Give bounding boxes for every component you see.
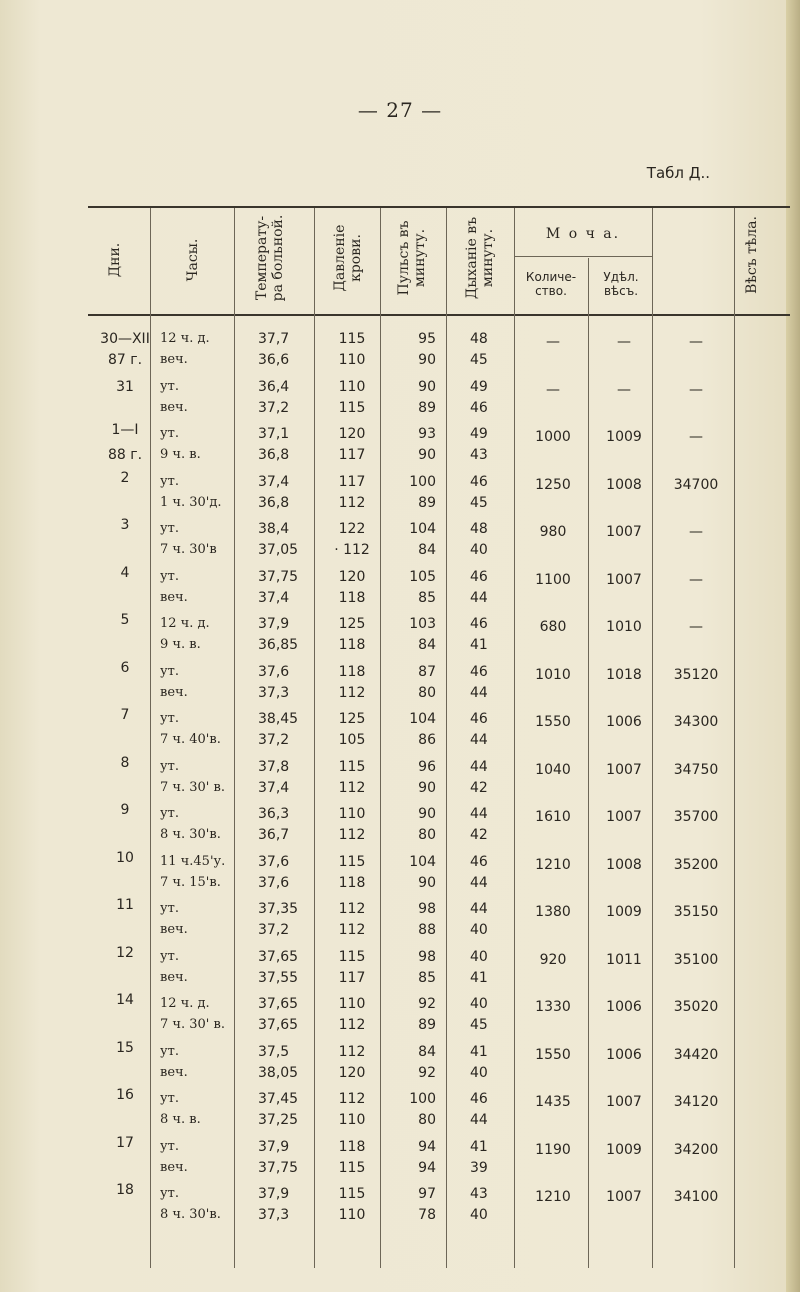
cell-pressure: 112 xyxy=(338,779,366,796)
cell-pulse: 95 xyxy=(418,331,436,347)
cell-pulse: 80 xyxy=(418,684,436,701)
cell-pulse: 90 xyxy=(418,352,436,368)
cell-urine-quantity: 1040 xyxy=(535,761,571,778)
cell-day: 17 xyxy=(116,1134,134,1151)
cell-pressure: 118 xyxy=(338,1138,366,1155)
cell-day: 8 xyxy=(120,754,130,771)
cell-pressure: 110 xyxy=(338,352,366,368)
cell-respiration: 45 xyxy=(470,352,488,368)
cell-temperature: 36,3 xyxy=(258,806,290,822)
cell-respiration: 44 xyxy=(470,732,488,748)
table-header-rule xyxy=(88,314,790,316)
cell-day: 7 xyxy=(120,707,130,723)
cell-body-weight: 35120 xyxy=(673,666,719,683)
cell-respiration: 44 xyxy=(470,874,488,891)
cell-urine-gravity: 1008 xyxy=(606,856,642,873)
cell-time: ут. xyxy=(160,426,179,441)
cell-urine-quantity: 1010 xyxy=(535,666,571,683)
cell-body-weight: 34700 xyxy=(673,476,719,493)
cell-respiration: 46 xyxy=(470,1091,488,1107)
cell-pulse: 80 xyxy=(418,827,436,843)
cell-urine-gravity: 1009 xyxy=(606,1141,642,1158)
cell-body-weight: 35020 xyxy=(673,999,719,1015)
cell-respiration: 44 xyxy=(470,1112,488,1128)
cell-respiration: 41 xyxy=(470,637,488,653)
cell-temperature: 38,4 xyxy=(258,521,290,537)
cell-temperature: 37,6 xyxy=(258,663,290,680)
cell-temperature: 37,6 xyxy=(258,853,290,870)
cell-temperature: 38,45 xyxy=(258,711,299,727)
cell-temperature: 37,2 xyxy=(258,732,290,748)
cell-day: 11 xyxy=(116,897,134,913)
cell-respiration: 41 xyxy=(470,1138,488,1155)
cell-time: ут. xyxy=(160,901,179,916)
col-divider-5 xyxy=(446,208,447,1268)
cell-respiration: 46 xyxy=(470,473,488,490)
cell-time: веч. xyxy=(160,922,188,937)
cell-time: 8 ч. 30'в. xyxy=(160,1207,221,1222)
cell-pulse: 94 xyxy=(418,1159,436,1176)
cell-time: ут. xyxy=(160,1043,179,1059)
cell-respiration: 41 xyxy=(470,1043,488,1060)
cell-time: ут. xyxy=(160,948,179,964)
cell-pulse: 78 xyxy=(418,1207,436,1223)
cell-body-weight: 34300 xyxy=(673,714,719,730)
cell-pulse: 84 xyxy=(418,637,436,653)
cell-urine-quantity: 1190 xyxy=(535,1141,571,1158)
cell-body-weight: 34200 xyxy=(673,1141,719,1158)
cell-temperature: 36,7 xyxy=(258,827,290,843)
cell-respiration: 49 xyxy=(470,426,488,442)
cell-temperature: 37,4 xyxy=(258,779,290,796)
cell-time: ут. xyxy=(160,473,179,489)
cell-temperature: 37,7 xyxy=(258,331,290,347)
cell-day: 30—XII xyxy=(100,331,150,347)
cell-pressure: 125 xyxy=(338,616,366,632)
cell-pressure: 105 xyxy=(338,732,366,748)
cell-urine-gravity: 1010 xyxy=(606,619,642,635)
cell-respiration: 40 xyxy=(470,1064,488,1081)
cell-respiration: 46 xyxy=(470,568,488,585)
cell-time: ут. xyxy=(160,1186,179,1201)
cell-temperature: 37,65 xyxy=(258,996,299,1012)
col-divider-7 xyxy=(588,258,589,1268)
cell-time: веч. xyxy=(160,1064,188,1080)
cell-pressure: 112 xyxy=(338,1043,366,1060)
cell-pressure: 112 xyxy=(338,827,366,843)
header-time: Часы. xyxy=(185,238,201,282)
cell-pressure: 115 xyxy=(338,1186,366,1202)
cell-respiration: 46 xyxy=(470,711,488,727)
cell-temperature: 37,8 xyxy=(258,758,290,775)
cell-time: 7 ч. 30' в. xyxy=(160,779,225,795)
cell-pulse: 90 xyxy=(418,779,436,796)
cell-pressure: 122 xyxy=(338,521,366,537)
cell-respiration: 49 xyxy=(470,378,488,395)
cell-time: 9 ч. в. xyxy=(160,447,201,462)
cell-day: 9 xyxy=(120,802,130,818)
cell-temperature: 37,2 xyxy=(258,922,290,938)
cell-day: 88 г. xyxy=(107,447,143,463)
cell-body-weight: 35700 xyxy=(673,809,719,825)
cell-body-weight: 35100 xyxy=(673,951,719,968)
cell-body-weight: 35200 xyxy=(673,856,719,873)
cell-temperature: 37,35 xyxy=(258,901,299,917)
cell-urine-gravity: 1007 xyxy=(606,761,642,778)
col-divider-4 xyxy=(380,208,381,1268)
cell-urine-quantity: 1435 xyxy=(535,1094,571,1110)
cell-pulse: 104 xyxy=(409,711,436,727)
cell-urine-quantity: — xyxy=(546,381,560,398)
cell-respiration: 44 xyxy=(470,806,488,822)
cell-pulse: 89 xyxy=(418,399,436,416)
cell-pressure: · 112 xyxy=(334,542,370,558)
cell-time: 7 ч. 30'в xyxy=(160,542,217,557)
cell-temperature: 36,6 xyxy=(258,352,290,368)
cell-pressure: 120 xyxy=(338,1064,366,1081)
cell-pulse: 100 xyxy=(409,1091,436,1107)
cell-pulse: 85 xyxy=(418,969,436,986)
cell-day: 15 xyxy=(116,1039,134,1056)
cell-respiration: 42 xyxy=(470,779,488,796)
cell-pressure: 117 xyxy=(338,473,366,490)
cell-time: веч. xyxy=(160,1159,188,1175)
page-number: — 27 — xyxy=(357,98,443,122)
cell-urine-gravity: 1006 xyxy=(606,1046,642,1063)
table-label: Табл Д.. xyxy=(646,164,710,182)
cell-day: 3 xyxy=(120,517,130,533)
cell-respiration: 41 xyxy=(470,969,488,986)
cell-respiration: 40 xyxy=(470,1207,488,1223)
cell-day: 6 xyxy=(120,659,130,676)
cell-time: 12 ч. д. xyxy=(160,331,210,346)
cell-temperature: 37,65 xyxy=(258,1017,299,1033)
cell-urine-quantity: 1100 xyxy=(535,571,571,588)
cell-body-weight: — xyxy=(689,429,703,445)
col-divider-9 xyxy=(734,208,735,1268)
cell-pulse: 100 xyxy=(409,473,436,490)
cell-day: 1—I xyxy=(111,422,139,438)
cell-day: 12 xyxy=(116,944,134,961)
cell-pulse: 93 xyxy=(418,426,436,442)
cell-time: ут. xyxy=(160,1091,179,1106)
cell-body-weight: — xyxy=(689,381,703,398)
cell-temperature: 36,85 xyxy=(258,637,299,653)
cell-time: ут. xyxy=(160,758,179,774)
cell-pulse: 80 xyxy=(418,1112,436,1128)
cell-pressure: 112 xyxy=(338,1091,366,1107)
cell-body-weight: 34120 xyxy=(673,1094,719,1110)
cell-respiration: 40 xyxy=(470,922,488,938)
cell-pressure: 112 xyxy=(338,494,366,511)
cell-urine-quantity: 1210 xyxy=(535,856,571,873)
cell-pulse: 89 xyxy=(418,494,436,511)
cell-pulse: 89 xyxy=(418,1017,436,1033)
cell-pressure: 112 xyxy=(338,901,366,917)
cell-day: 2 xyxy=(120,469,130,486)
cell-temperature: 37,3 xyxy=(258,684,290,701)
cell-urine-quantity: 1210 xyxy=(535,1189,571,1205)
cell-day: 4 xyxy=(120,564,130,581)
cell-pulse: 90 xyxy=(418,378,436,395)
cell-urine-quantity: 1550 xyxy=(535,1046,571,1063)
cell-urine-gravity: 1007 xyxy=(606,1094,642,1110)
cell-pulse: 92 xyxy=(418,1064,436,1081)
cell-pulse: 90 xyxy=(418,806,436,822)
cell-urine-gravity: 1009 xyxy=(606,904,642,920)
col-divider-8 xyxy=(652,208,653,1268)
cell-time: ут. xyxy=(160,1138,179,1154)
cell-pulse: 104 xyxy=(409,853,436,870)
header-day: Дни. xyxy=(107,242,123,278)
cell-body-weight: 34750 xyxy=(673,761,719,778)
cell-time: веч. xyxy=(160,399,188,415)
cell-temperature: 37,75 xyxy=(258,568,299,585)
cell-urine-gravity: 1006 xyxy=(606,714,642,730)
cell-pulse: 97 xyxy=(418,1186,436,1202)
cell-pressure: 115 xyxy=(338,853,366,870)
header-urine-quantity: Количе-ство. xyxy=(525,270,577,298)
cell-pulse: 84 xyxy=(418,542,436,558)
cell-pulse: 90 xyxy=(418,874,436,891)
cell-respiration: 43 xyxy=(470,1186,488,1202)
cell-pulse: 85 xyxy=(418,589,436,606)
cell-temperature: 37,4 xyxy=(258,473,290,490)
cell-temperature: 37,55 xyxy=(258,969,299,986)
cell-respiration: 44 xyxy=(470,758,488,775)
header-pressure: Давленіе крови. xyxy=(332,224,364,292)
cell-urine-quantity: 1380 xyxy=(535,904,571,920)
cell-body-weight: — xyxy=(689,334,703,350)
cell-urine-quantity: — xyxy=(546,334,560,350)
cell-time: веч. xyxy=(160,969,188,985)
cell-pulse: 94 xyxy=(418,1138,436,1155)
cell-time: ут. xyxy=(160,568,179,584)
cell-pressure: 118 xyxy=(338,637,366,653)
cell-body-weight: — xyxy=(689,619,703,635)
cell-time: ут. xyxy=(160,521,179,536)
cell-pulse: 92 xyxy=(418,996,436,1012)
urine-subheader-rule xyxy=(514,256,652,257)
cell-time: 7 ч. 40'в. xyxy=(160,732,221,747)
cell-respiration: 48 xyxy=(470,331,488,347)
cell-respiration: 43 xyxy=(470,447,488,463)
cell-pulse: 98 xyxy=(418,948,436,965)
cell-temperature: 36,4 xyxy=(258,378,290,395)
table-top-rule xyxy=(88,206,790,208)
cell-temperature: 37,65 xyxy=(258,948,299,965)
cell-time: 8 ч. 30'в. xyxy=(160,827,221,842)
cell-day: 5 xyxy=(120,612,130,628)
cell-urine-gravity: 1006 xyxy=(606,999,642,1015)
cell-pulse: 103 xyxy=(409,616,436,632)
cell-pulse: 96 xyxy=(418,758,436,775)
cell-pressure: 120 xyxy=(338,426,366,442)
cell-urine-quantity: 920 xyxy=(539,951,567,968)
cell-temperature: 37,5 xyxy=(258,1043,290,1060)
cell-temperature: 37,1 xyxy=(258,426,290,442)
cell-respiration: 40 xyxy=(470,542,488,558)
cell-pressure: 112 xyxy=(338,1017,366,1033)
cell-urine-quantity: 1000 xyxy=(535,429,571,445)
col-divider-3 xyxy=(314,208,315,1268)
cell-pulse: 88 xyxy=(418,922,436,938)
cell-temperature: 36,8 xyxy=(258,494,290,511)
cell-day: 87 г. xyxy=(107,352,143,368)
cell-urine-gravity: 1008 xyxy=(606,476,642,493)
cell-pressure: 115 xyxy=(338,948,366,965)
header-temperature: Температу-ра больной. xyxy=(254,214,286,302)
cell-pressure: 115 xyxy=(338,399,366,416)
cell-urine-gravity: — xyxy=(617,381,631,398)
cell-pressure: 112 xyxy=(338,922,366,938)
book-spine-edge xyxy=(786,0,800,1292)
cell-pressure: 125 xyxy=(338,711,366,727)
cell-temperature: 37,05 xyxy=(258,542,299,558)
cell-time: 9 ч. в. xyxy=(160,637,201,652)
cell-urine-quantity: 680 xyxy=(539,619,567,635)
cell-urine-gravity: 1018 xyxy=(606,666,642,683)
cell-pressure: 118 xyxy=(338,663,366,680)
cell-time: ут. xyxy=(160,378,179,394)
cell-temperature: 38,05 xyxy=(258,1064,299,1081)
cell-temperature: 37,2 xyxy=(258,399,290,416)
cell-respiration: 44 xyxy=(470,901,488,917)
cell-respiration: 48 xyxy=(470,521,488,537)
cell-time: ут. xyxy=(160,806,179,821)
cell-respiration: 45 xyxy=(470,1017,488,1033)
cell-time: ут. xyxy=(160,663,179,679)
cell-respiration: 42 xyxy=(470,827,488,843)
cell-urine-gravity: 1007 xyxy=(606,1189,642,1205)
cell-pulse: 105 xyxy=(409,568,436,585)
cell-pressure: 117 xyxy=(338,969,366,986)
cell-pressure: 118 xyxy=(338,874,366,891)
cell-pulse: 98 xyxy=(418,901,436,917)
cell-body-weight: 34420 xyxy=(673,1046,719,1063)
cell-time: 11 ч.45'у. xyxy=(160,853,226,869)
cell-respiration: 46 xyxy=(470,853,488,870)
cell-pressure: 120 xyxy=(338,568,366,585)
cell-respiration: 40 xyxy=(470,948,488,965)
header-respiration: Дыханіе въ минуту. xyxy=(464,216,496,300)
cell-pressure: 110 xyxy=(338,378,366,395)
cell-time: 12 ч. д. xyxy=(160,616,210,631)
cell-respiration: 46 xyxy=(470,663,488,680)
cell-pressure: 115 xyxy=(338,758,366,775)
cell-pulse: 86 xyxy=(418,732,436,748)
cell-time: веч. xyxy=(160,352,188,367)
cell-time: 7 ч. 15'в. xyxy=(160,874,221,890)
cell-pulse: 90 xyxy=(418,447,436,463)
cell-temperature: 37,9 xyxy=(258,616,290,632)
cell-urine-gravity: 1007 xyxy=(606,524,642,540)
cell-time: 7 ч. 30' в. xyxy=(160,1017,225,1032)
header-urine: М о ч а. xyxy=(545,226,621,242)
cell-time: 12 ч. д. xyxy=(160,996,210,1011)
cell-day: 14 xyxy=(116,992,134,1008)
header-body-weight: Вѣсъ тѣла. xyxy=(744,216,760,294)
cell-urine-quantity: 1550 xyxy=(535,714,571,730)
cell-temperature: 37,25 xyxy=(258,1112,299,1128)
cell-temperature: 37,45 xyxy=(258,1091,299,1107)
cell-temperature: 37,6 xyxy=(258,874,290,891)
cell-time: веч. xyxy=(160,589,188,605)
cell-respiration: 46 xyxy=(470,616,488,632)
col-divider-6 xyxy=(514,208,515,1268)
cell-urine-quantity: 980 xyxy=(539,524,567,540)
cell-urine-quantity: 1610 xyxy=(535,809,571,825)
cell-temperature: 37,75 xyxy=(258,1159,299,1176)
cell-day: 10 xyxy=(116,849,134,866)
cell-urine-gravity: 1007 xyxy=(606,809,642,825)
cell-respiration: 39 xyxy=(470,1159,488,1176)
cell-urine-gravity: 1009 xyxy=(606,429,642,445)
cell-pressure: 112 xyxy=(338,684,366,701)
cell-body-weight: — xyxy=(689,524,703,540)
cell-temperature: 36,8 xyxy=(258,447,290,463)
cell-urine-gravity: — xyxy=(617,334,631,350)
cell-time: веч. xyxy=(160,684,188,700)
cell-respiration: 46 xyxy=(470,399,488,416)
cell-pressure: 110 xyxy=(338,1112,366,1128)
cell-pulse: 87 xyxy=(418,663,436,680)
cell-time: 1 ч. 30'д. xyxy=(160,494,222,510)
cell-day: 18 xyxy=(116,1182,134,1198)
cell-respiration: 40 xyxy=(470,996,488,1012)
header-urine-gravity: Удѣл. вѣсъ. xyxy=(603,270,639,298)
cell-body-weight: — xyxy=(689,571,703,588)
cell-urine-gravity: 1007 xyxy=(606,571,642,588)
cell-pressure: 117 xyxy=(338,447,366,463)
cell-day: 31 xyxy=(116,378,134,395)
cell-respiration: 44 xyxy=(470,684,488,701)
cell-urine-quantity: 1330 xyxy=(535,999,571,1015)
cell-pressure: 115 xyxy=(338,331,366,347)
cell-pressure: 115 xyxy=(338,1159,366,1176)
cell-respiration: 44 xyxy=(470,589,488,606)
cell-pulse: 104 xyxy=(409,521,436,537)
cell-time: 8 ч. в. xyxy=(160,1112,201,1127)
cell-body-weight: 34100 xyxy=(673,1189,719,1205)
cell-pressure: 118 xyxy=(338,589,366,606)
cell-temperature: 37,9 xyxy=(258,1186,290,1202)
cell-pulse: 84 xyxy=(418,1043,436,1060)
cell-urine-gravity: 1011 xyxy=(606,951,642,968)
cell-body-weight: 35150 xyxy=(673,904,719,920)
cell-temperature: 37,3 xyxy=(258,1207,290,1223)
cell-temperature: 37,9 xyxy=(258,1138,290,1155)
header-pulse: Пульсъ въ минуту. xyxy=(396,220,428,296)
cell-pressure: 110 xyxy=(338,996,366,1012)
cell-day: 16 xyxy=(116,1087,134,1103)
cell-pressure: 110 xyxy=(338,806,366,822)
cell-pressure: 110 xyxy=(338,1207,366,1223)
cell-temperature: 37,4 xyxy=(258,589,290,606)
cell-respiration: 45 xyxy=(470,494,488,511)
cell-time: ут. xyxy=(160,711,179,726)
cell-urine-quantity: 1250 xyxy=(535,476,571,493)
